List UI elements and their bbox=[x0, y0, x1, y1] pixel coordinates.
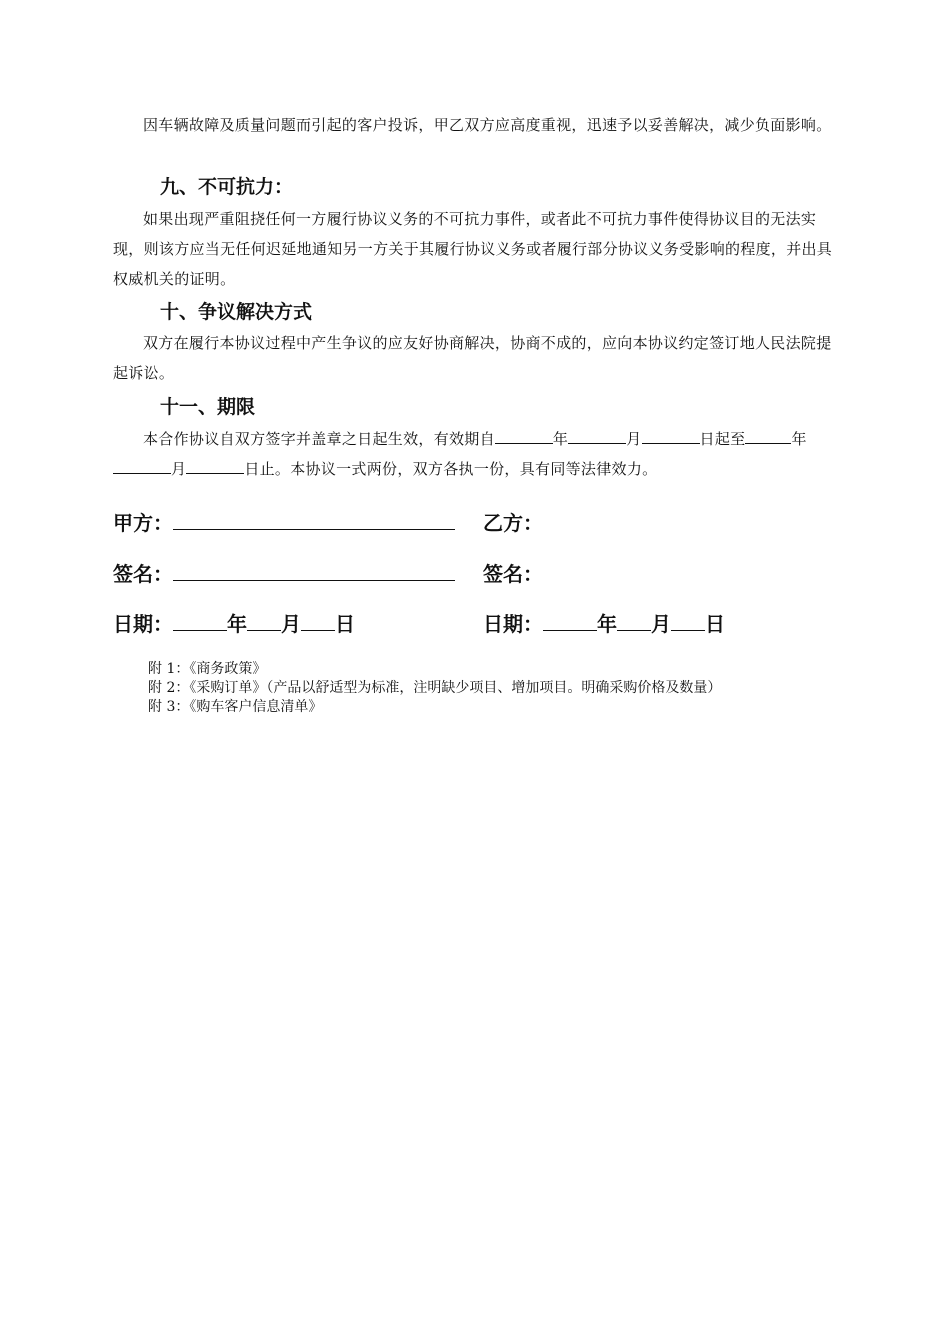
party-b-day-label: 日 bbox=[705, 612, 725, 636]
party-b-date-row bbox=[483, 608, 725, 637]
attachment-item-1: 附 1：《商务政策》 bbox=[148, 661, 267, 677]
section9-paragraph: 如果出现严重阻挠任何一方履行协议义务的不可抗力事件，或者此不可抗力事件使得协议目的无法实现，则该方应当无任何迟延地通知另一方关于其履行协议义务或者履行部分协议义务受影响的程度，并出具权威机关的证明。 bbox=[113, 210, 833, 288]
party-b-sign-row bbox=[483, 558, 543, 587]
party-b-row bbox=[483, 507, 543, 536]
party-a-day-label: 日 bbox=[335, 612, 355, 636]
start-day-label: 日起至 bbox=[699, 430, 746, 448]
party-a-month-label: 月 bbox=[281, 612, 301, 636]
start-year-blank[interactable] bbox=[495, 428, 553, 444]
section11-paragraph bbox=[113, 424, 839, 484]
party-a-year-label: 年 bbox=[227, 612, 247, 636]
term-text-start: 本合作协议自双方签字并盖章之日起生效，有效期自 bbox=[143, 430, 495, 448]
party-a-sign-field[interactable] bbox=[173, 562, 455, 581]
party-a-row bbox=[113, 507, 455, 536]
party-a-sign-label: 签名： bbox=[113, 562, 173, 586]
start-month-label: 月 bbox=[626, 430, 642, 448]
end-month-blank[interactable] bbox=[113, 458, 171, 474]
party-a-sign-row bbox=[113, 558, 455, 587]
party-b-day-blank[interactable] bbox=[671, 612, 705, 631]
party-a-date-label: 日期： bbox=[113, 612, 173, 636]
party-a-year-blank[interactable] bbox=[173, 612, 227, 631]
end-year-blank-part1[interactable] bbox=[745, 428, 791, 444]
party-b-month-label: 月 bbox=[651, 612, 671, 636]
start-month-blank[interactable] bbox=[568, 428, 626, 444]
section8-paragraph: 因车辆故障及质量问题而引起的客户投诉，甲乙双方应高度重视，迅速予以妥善解决，减少负面影响。 bbox=[143, 116, 832, 134]
end-year-label: 年 bbox=[791, 430, 807, 448]
party-a-date-row bbox=[113, 608, 355, 637]
end-day-label: 日止。 bbox=[244, 460, 291, 478]
end-day-blank[interactable] bbox=[186, 458, 244, 474]
section10-heading: 十、争议解决方式 bbox=[160, 301, 313, 323]
term-text-end: 本协议一式两份，双方各执一份，具有同等法律效力。 bbox=[290, 460, 658, 478]
party-a-month-blank[interactable] bbox=[247, 612, 281, 631]
party-b-year-label: 年 bbox=[597, 612, 617, 636]
start-year-label: 年 bbox=[552, 430, 569, 448]
party-b-date-label: 日期： bbox=[483, 612, 543, 636]
party-b-year-blank[interactable] bbox=[543, 612, 597, 631]
party-b-month-blank[interactable] bbox=[617, 612, 651, 631]
party-b-label: 乙方： bbox=[483, 511, 543, 535]
party-a-label: 甲方： bbox=[113, 511, 173, 535]
attachment-item-3: 附 3：《购车客户信息清单》 bbox=[148, 699, 323, 715]
party-b-sign-label: 签名： bbox=[483, 562, 543, 586]
party-a-day-blank[interactable] bbox=[301, 612, 335, 631]
section9-heading: 九、不可抗力： bbox=[160, 176, 294, 198]
section10-paragraph: 双方在履行本协议过程中产生争议的应友好协商解决，协商不成的，应向本协议约定签订地人民法院提起诉讼。 bbox=[113, 334, 832, 382]
start-day-blank[interactable] bbox=[642, 428, 700, 444]
section11-heading: 十一、期限 bbox=[160, 396, 256, 418]
attachment-item-2: 附 2：《采购订单》（产品以舒适型为标准，注明缺少项目、增加项目。明确采购价格及数量） bbox=[148, 680, 722, 696]
end-month-label: 月 bbox=[171, 460, 187, 478]
party-a-field[interactable] bbox=[173, 511, 455, 530]
